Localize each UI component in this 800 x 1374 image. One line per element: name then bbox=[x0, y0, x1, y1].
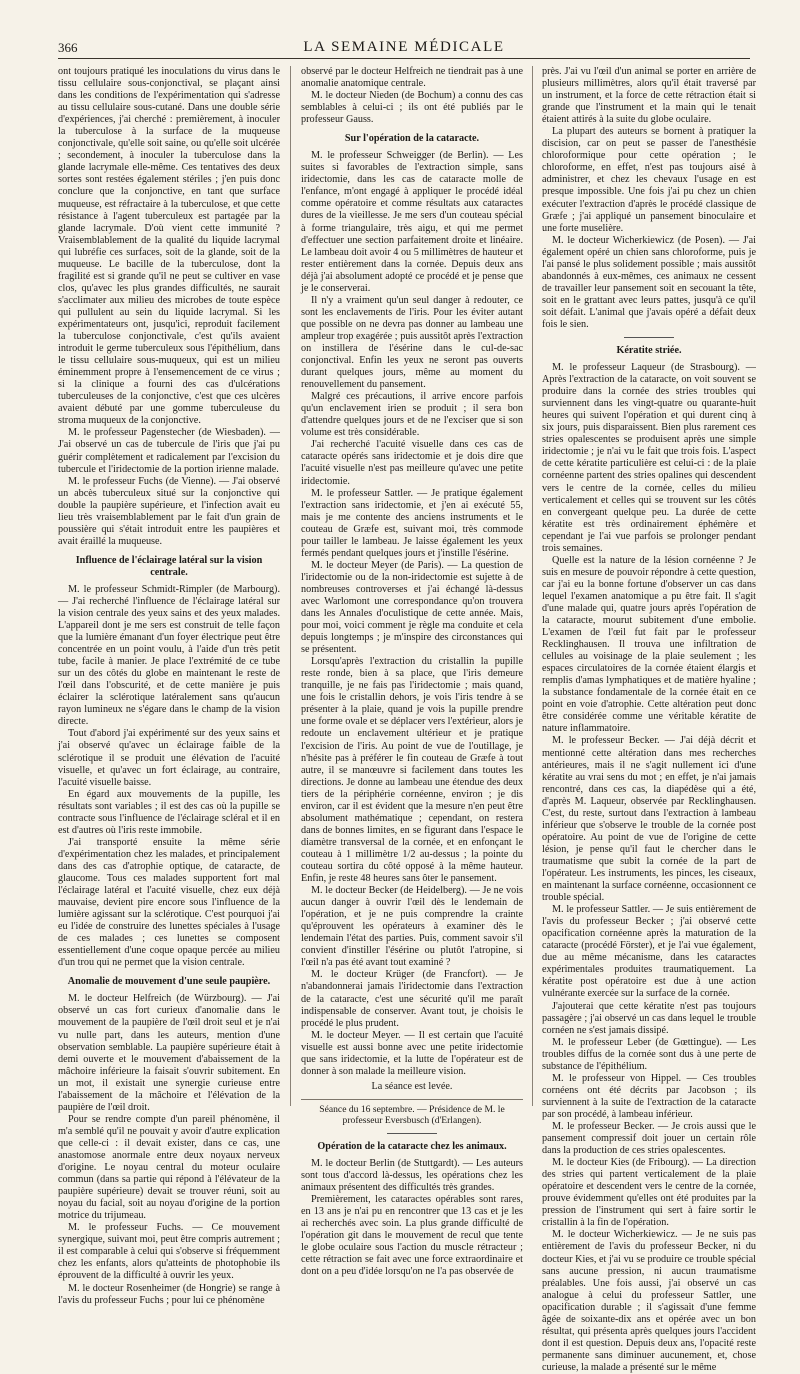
paragraph: Quelle est la nature de la lésion cornéenne ? Je suis en mesure de pouvoir répondre à cette question, car j'ai eu la bonne fortune d'observer un cas dans lequel l'examen anatomique a pu être fait. Il s'agit d'une malade qui, quatre jours après l'opération de la cataracte, mourut subitement d'une embolie. L'examen de l'œil fut fait par le professeur Recklinghausen. Il trouva une infiltration de cellules au voisinage de la plaie seulement ; les espaces circulatoires de la cornée étaient élargis et remplis d'amas lymphatiques et de matière hyaline ; la substance fondamentale de la cornée était en ce point en voie d'atrophie. Cette altération peut donc être considérée comme une véritable kératite de nature inflammatoire. bbox=[542, 554, 756, 735]
section-heading: Kératite striée. bbox=[616, 345, 682, 357]
paragraph: M. le docteur Helfreich (de Würzbourg). — J'ai observé un cas fort curieux d'anomalie dans le mouvement de la paupière de l'œil droit seul et je n'ai vu nulle part, dans les auteurs, mention d'une observation semblable. La paupière supérieure était à demi ouverte et le mouvement d'abaissement de la mâchoire inférieure la faisait s'ouvrir subitement. En un mot, il existait une synergie curieuse entre l'abaissement de la mâchoire et l'élévation de la paupière de l'œil droit. bbox=[58, 993, 280, 1113]
paragraph: M. le docteur Kies (de Fribourg). — La direction des stries qui partent verticalement de la plaie opératoire et descendent vers le centre de la cornée, prouve évidemment qu'elles ont été produites par la pression de l'instrument qui sert à faire sortir le cristallin à la fin de l'opération. bbox=[542, 1157, 756, 1229]
column-3 bbox=[542, 66, 756, 1373]
paragraph: M. le professeur Sattler. — Je suis entièrement de l'avis du professeur Becker ; j'ai observé cette opacification cornéenne après la maturation de la cataracte (procédé Förster), et je l'ai vue également, due au même mécanisme, dans les cataractes expérimentales produites traumatiquement. La kératite post opératoire est due à une action vulnérante exercée sur la surface de la cornée. bbox=[542, 904, 756, 1000]
paragraph: M. le docteur Rosenheimer (de Hongrie) se range à l'avis du professeur Fuchs ; pour lui ce phénomène bbox=[58, 1282, 280, 1306]
paragraph: observé par le docteur Helfreich ne tiendrait pas à une anomalie anatomique centrale. bbox=[301, 66, 523, 90]
divider bbox=[624, 337, 674, 338]
paragraph: M. le professeur Leber (de Gœttingue). — Les troubles diffus de la cornée sont dus à une perte de substance de l'épithélium. bbox=[542, 1036, 756, 1072]
paragraph: M. le docteur Wicherkiewicz. — Je ne suis pas entièrement de l'avis du professeur Becker, ni du docteur Kies, et j'ai vu se produire ce trouble spécial sans aucune pression, ni aucun traumatisme préalables. Une fois aussi, j'ai observé un cas analogue à celui du professeur Sattler, une opacification durable ; il s'agissait d'une femme âgée de soixante-dix ans et opérée avec un bon résultat, qui présenta après quelques jours l'accident dont il est question. Depuis deux ans, l'opacité reste permanente sans diminuer aucunement, et, chose curieuse, la malade a présenté sur le même bbox=[542, 1229, 756, 1373]
paragraph: ont toujours pratiqué les inoculations du virus dans le tissu cellulaire sous-conjonctival, se plaçant ainsi dans les conditions de l'expérimentation qui s'adresse au tissu cellulaire sous-cutané. Dans une double série d'expériences, j'ai cherché : premièrement, à inoculer la tuberculose à la surface de la muqueuse conjonctivale, qu'elle soit saine, ou qu'elle soit ulcérée ; secondement, à inoculer la tuberculose dans la glande lacrymale elle-même. Ces tentatives des deux sortes sont restées également stériles ; j'en puis donc conclure que la conjonctive, en tant que surface muqueuse, est réfractaire à la tuberculose, et que cette résistance à l'agent tuberculeux est partagée par la glande lacrymale. D'où vient cette immunité ? Vraisemblablement de la qualité du liquide lacrymal qui lubréfie ces surfaces, soit de la glande, soit de la muqueuse. Le bacille de la tuberculose, dont la fragilité est si grande qu'il ne peut se cultiver en vase clos, qu'avec les plus grandes difficultés, ne saurait s'acclimater aux milieu des microbes de toute espèce qui pullulent au sein du liquide lacrymal. Si les expérimentateurs ont, jusqu'ici, reproduit facilement la tuberculose conjonctivale, c'est qu'ils avaient introduit le germe tuberculeux sous l'épithélium, dans le tissu cellulaire sous-muqueux, qui est un milieu éminemment propre à l'ensemencement de ce virus ; si la clinique a fourni des cas d'ulcérations tuberculeuses de la conjonctive, c'est que ces ulcères avaient débuté par une gomme tuberculeuse du stroma muqueux de la conjonctive. bbox=[58, 66, 280, 427]
section-heading: Anomalie de mouvement d'une seule paupière. bbox=[67, 976, 271, 988]
paragraph: M. le professeur Laqueur (de Strasbourg). — Après l'extraction de la cataracte, on voit souvent se produire dans la cornée des stries troubles qui surviennent dans les vingt-quatre ou quarante-huit heures qui suivent l'opération et qui durent cinq à six jours, puis disparaissent. Bien plus rarement ces stries opalescentes se produisent après une simple iridectomie ; je n'ai vu le fait que trois fois. L'aspect de cette kératite particulière est celui-ci : de la plaie cornéenne partent des stries opalines qui descendent vers le centre de la cornée, celles du milieu verticalement et celles qui se trouvent sur les côtés en convergeant quelque peu. La durée de cette kératite est très ordinairement éphémère et cependant je l'ai vue parfois se prolonger pendant trois semaines. bbox=[542, 362, 756, 554]
paragraph: M. le professeur Becker. — J'ai déjà décrit et mentionné cette altération dans mes recherches antérieures, mais il ne s'agit nullement ici d'une kératite au vrai sens du mot ; en effet, je n'ai jamais rencontré, dans ces cas, la diapédèse qui a été, d'après M. Laqueur, observée par Recklinghausen. C'est, du reste, surtout dans l'extraction à lambeau inférieur que s'observe le trouble de la cornée post opératoire. Au point de vue de l'origine de cette lésion, je pense qu'il faut le chercher dans le traumatisme que subit la cornée de la part de l'opérateur. Les instruments, les pinces, les ciseaux, en maintenant la surface cornéenne, occasionnent ce trouble spécial. bbox=[542, 735, 756, 904]
column-rule bbox=[532, 66, 533, 1106]
paragraph: Il n'y a vraiment qu'un seul danger à redouter, ce sont les enclavements de l'iris. Pour les éviter autant que possible on ne devra pas donner au lambeau une ampleur trop exagérée ; puis aussitôt après l'extraction on instillera de l'ésérine dans le cul-de-sac conjonctival. Enfin les yeux ne seront pas ouverts durant quelques jours, même au moment du renouvellement du pansement. bbox=[301, 294, 523, 391]
section-heading: Sur l'opération de la cataracte. bbox=[344, 133, 480, 145]
session-header: Séance du 16 septembre. — Présidence de M. le professeur Eversbusch (d'Erlangen). bbox=[301, 1099, 523, 1127]
page-number: 366 bbox=[58, 40, 78, 55]
divider bbox=[387, 1133, 437, 1134]
paragraph: Malgré ces précautions, il arrive encore parfois qu'un enclavement irien se produit ; il sera bon d'attendre quelques jours et de ne l'exciser que si son volume est très considérable. bbox=[301, 391, 523, 439]
section-heading: Influence de l'éclairage latéral sur la vision centrale. bbox=[75, 554, 263, 578]
paragraph: J'ajouterai que cette kératite n'est pas toujours passagère ; j'ai observé un cas dans lequel le trouble cornéen ne s'est jamais dissipé. bbox=[542, 1000, 756, 1036]
section-heading: Opération de la cataracte chez les animaux. bbox=[317, 1140, 507, 1152]
paragraph: La plupart des auteurs se bornent à pratiquer la discision, car on peut se passer de l'anesthésie chloroformique pour cette opération ; le chloroforme, en effet, n'est pas toujours aisé à administrer, et chez les chevaux l'usage en est presque impossible. Une fois j'ai pu chez un chien exécuter l'extraction d'après le procédé classique de Græfe ; j'ai appliqué un pansement binoculaire et une forte muselière. bbox=[542, 126, 756, 234]
paragraph: M. le docteur Krüger (de Francfort). — Je n'abandonnerai jamais l'iridectomie dans l'extraction de la cataracte, c'est une sécurité qu'il me paraît indispensable de conserver. Avant tout, je choisis le procédé le plus prudent. bbox=[301, 969, 523, 1029]
paragraph: M. le docteur Nieden (de Bochum) a connu des cas semblables à celui-ci ; ils ont été publiés par le professeur Gauss. bbox=[301, 90, 523, 126]
paragraph: M. le professeur Becker. — Je crois aussi que le pansement compressif doit jouer un certain rôle dans la production de ces stries opalescentes. bbox=[542, 1120, 756, 1157]
paragraph: Pour se rendre compte d'un pareil phénomène, il m'a semblé qu'il ne pouvait y avoir d'autre explication que celle-ci : il devait exister, dans ce cas, une anastomose anormale entre deux noyaux nerveux d'origine. Le noyau central du moteur oculaire commun (dans sa partie qui répond à l'élévateur de la paupière supérieure) devait se trouver réuni, soit au noyau du facial, soit au noyau d'origine de la portion motrice du trijumeau. bbox=[58, 1113, 280, 1222]
paragraph: M. le professeur Schmidt-Rimpler (de Marbourg). — J'ai recherché l'influence de l'éclairage latéral sur la vision centrale des yeux sains et des yeux malades. L'appareil dont je me sers est construit de telle façon que la lumière émanant d'un foyer électrique peut être concentrée en un point voulu, à l'aide d'un très petit tube, facile à manier. Je place l'extrémité de ce tube sur un des côtés du globe en maintenant le reste de l'œil dans l'obscurité, et de cette manière je puis éclairer la sclérotique latéralement sans qu'aucun rayon lumineux ne s'égare dans le champ de la vision directe. bbox=[58, 583, 280, 728]
paragraph: Lorsqu'après l'extraction du cristallin la pupille reste ronde, bien à sa place, que l'iris demeure tranquille, je ne fais pas l'iridectomie ; mais quand, une fois le cristallin dehors, je vois l'iris tendre à se présenter à la plaie, quand je vois la pupille prendre une forme ovale et se déplacer vers l'extérieur, alors je redoute un enclavement ultérieur et je pratique l'excision de l'iris. Au point de vue de l'outillage, je n'hésite pas à préférer le fin couteau de Græfe à tout autre, il se manœuvre si facilement dans toutes les directions. Je donne au lambeau une étendue des deux tiers de la périphérie cornéenne, environ ; je dis environ, car il est évident que la mesure n'en peut être absolument mathématique ; cependant, on restera dans de bonnes limites, en se figurant dans l'espace le diamètre transversal de la cornée, et en enfonçant le couteau à 1 millimètre 1/2 au-dessus ; la pointe du couteau sortira du côté opposé à la même hauteur. Enfin, je reste 48 heures sans ôter le pansement. bbox=[301, 656, 523, 885]
paragraph: Premièrement, les cataractes opérables sont rares, en 13 ans je n'ai pu en rencontrer que 13 cas et je les ai recherchés avec soin. La plus grande difficulté de l'opération git dans le mouvement de recul que tente le globe oculaire sous l'action du muscle rétracteur ; cette rétraction se fait avec une force extraordinaire et dont on a peu d'idée lorsqu'on ne l'a pas observée de bbox=[301, 1194, 523, 1278]
paragraph: En égard aux mouvements de la pupille, les résultats sont variables ; il est des cas où la pupille se contracte sous l'influence de l'éclairage scléral et il en est d'autres où l'iris reste immobile. bbox=[58, 788, 280, 836]
paragraph: près. J'ai vu l'œil d'un animal se porter en arrière de plusieurs millimètres, alors qu'il était traversé par un instrument, et la force de cette rétraction était si grande que l'instrument et la main qui le tenait étaient attirés à la suite du globe oculaire. bbox=[542, 66, 756, 126]
paragraph: M. le docteur Wicherkiewicz (de Posen). — J'ai également opéré un chien sans chloroforme, puis je l'ai pansé le plus solidement possible ; mais aussitôt abandonnés à eux-mêmes, ces animaux ne cessent de travailler leur pansement soit en secouant la tête, soit en le grattant avec leurs pattes, jusqu'à ce qu'il soit défait. L'animal que j'avais opéré a défait deux fois le sien. bbox=[542, 234, 756, 330]
paragraph: Tout d'abord j'ai expérimenté sur des yeux sains et j'ai observé qu'avec un éclairage faible de la sclérotique il se produit une élévation de l'acuité visuelle, et qu'avec un fort éclairage, au contraire, l'acuité visuelle baisse. bbox=[58, 728, 280, 788]
paragraph: M. le docteur Meyer (de Paris). — La question de l'iridectomie ou de la non-iridectomie est sujette à de nombreuses controverses et j'ai échangé là-dessus avec Warlomont une correspondance qu'on trouvera dans les Annales d'oculistique de cette année. Mais, pour moi, voici comment je règle ma conduite et cela depuis longtemps ; je m'inspire des circonstances qui se présentent. bbox=[301, 559, 523, 656]
running-head bbox=[58, 38, 750, 59]
column-rule bbox=[290, 66, 291, 1106]
paragraph: M. le professeur Fuchs. — Ce mouvement synergique, suivant moi, peut être compris autrement ; il est comparable à celui qui s'observe si fréquemment chez les enfants, alors qu'atteints de photophobie ils éprouvent de la difficulté à ouvrir les yeux. bbox=[58, 1222, 280, 1282]
column-2 bbox=[301, 66, 523, 1278]
paragraph: M. le professeur Schweigger (de Berlin). — Les suites si favorables de l'extraction simple, sans iridectomie, dans les cas de cataracte molle de l'enfance, m'ont engagé à appliquer le procédé idéal comme opératoire et comme résultats aux cataractes dures de la vieillesse. Je me sers d'un couteau spécial à forme triangulaire, très aigu, et qui me permet d'effectuer une section parfaitement droite et linéaire. Le lambeau doit avoir 4 ou 5 millimètres de hauteur et rester entièrement dans la cornée. Depuis deux ans déjà j'ai absolument adopté ce procédé et je pense que je le conserverai. bbox=[301, 150, 523, 294]
column-1 bbox=[58, 66, 280, 1306]
journal-title: LA SEMAINE MÉDICALE bbox=[303, 39, 505, 55]
paragraph: M. le professeur Pagenstecher (de Wiesbaden). — J'ai observé un cas de tubercule de l'iris que j'ai pu guérir complètement et radicalement par l'excision du tubercule et l'iridectomie de la portion irienne malade. bbox=[58, 427, 280, 475]
paragraph: M. le professeur Sattler. — Je pratique également l'extraction sans iridectomie, et j'en ai exécuté 55, mais je me contente des anciens instruments et le couteau de Græfe est, suivant moi, très commode pour tailler le lambeau. Je laisse également les yeux fermés pendant quelques jours et j'instille l'ésérine. bbox=[301, 487, 523, 559]
session-closing: La séance est levée. bbox=[371, 1080, 453, 1092]
paragraph: M. le professeur Fuchs (de Vienne). — J'ai observé un abcès tuberculeux situé sur la conjonctive qui double la paupière supérieure, et l'infection avait eu lieu très vraisemblablement par le fait d'un grain de poussière qui s'était introduit entre les paupières et avait éraillé la muqueuse. bbox=[58, 475, 280, 547]
paragraph: M. le docteur Meyer. — Il est certain que l'acuité visuelle est aussi bonne avec une petite iridectomie que sans iridectomie, et la lutte de l'opérateur est de donner à son malade la meilleure vision. bbox=[301, 1029, 523, 1077]
paragraph: M. le professeur von Hippel. — Ces troubles cornéens ont été décrits par Jacobson ; ils surviennent à la suite de l'extraction de la cataracte par son procédé, à lambeau inférieur. bbox=[542, 1072, 756, 1120]
paragraph: J'ai recherché l'acuité visuelle dans ces cas de cataracte opérés sans iridectomie et je dois dire que l'acuité visuelle n'est pas meilleure qu'avec une petite iridectomie. bbox=[301, 439, 523, 487]
paragraph: M. le docteur Berlin (de Stuttgardt). — Les auteurs sont tous d'accord là-dessus, les opérations chez les animaux présentent des difficultés très grandes. bbox=[301, 1157, 523, 1193]
paragraph: M. le docteur Becker (de Heidelberg). — Je ne vois aucun danger à ouvrir l'œil dès le lendemain de l'opération, et je ne puis comprendre la crainte qu'éprouvent les opérateurs à examiner dès le lendemain l'état des parties. Puis, comment savoir s'il convient d'instiller l'ésérine ou plutôt l'atropine, si l'œil n'a pas été avant tout examiné ? bbox=[301, 885, 523, 969]
paragraph: J'ai transporté ensuite la même série d'expérimentation chez les malades, et principalement dans des cas d'atrophie optique, de cataracte, de glaucome. Tous ces malades supportent fort mal l'éclairage latéral et l'acuité visuelle, chez eux déjà mauvaise, devient pire encore sous l'influence de la lumière agissant sur la sclérotique. C'est pourquoi j'ai eu l'idée de construire des lunettes spéciales à l'usage de ces malades ; ces lunettes se composent essentiellement d'une coque opaque percée au milieu d'un trou qui ne permet que la vision centrale. bbox=[58, 836, 280, 969]
